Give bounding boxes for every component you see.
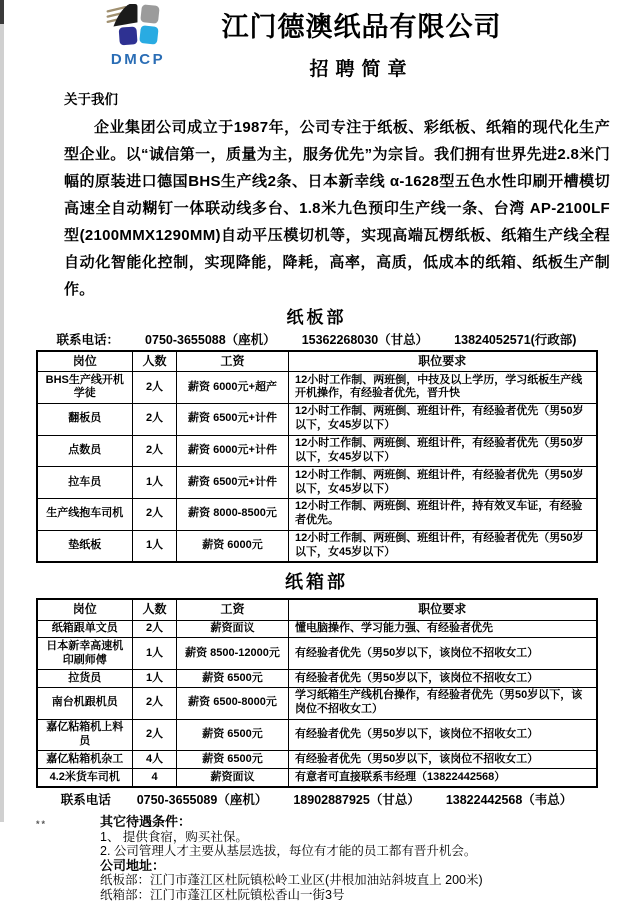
table-row [37, 435, 597, 467]
table-row [37, 751, 597, 769]
company-logo [96, 3, 180, 68]
position-cell: 日本新幸高速机印刷师傅 [37, 638, 133, 670]
headcount-cell: 1人 [133, 530, 177, 562]
position-cell: 拉车员 [37, 467, 133, 499]
headcount-cell: 2人 [133, 620, 177, 638]
page-edge-strip [0, 0, 4, 822]
carton-section-heading: 纸箱部 [285, 572, 348, 593]
headcount-cell: 4 [133, 769, 177, 787]
dmcp-logo-icon [103, 3, 173, 49]
contact-phone: 15362268030（甘总） [301, 333, 429, 347]
position-cell: 4.2米货车司机 [37, 769, 133, 787]
table-row [37, 638, 597, 670]
headcount-cell: 1人 [133, 638, 177, 670]
column-header: 职位要求 [289, 351, 597, 372]
table-row [37, 769, 597, 787]
requirements-cell: 学习纸箱生产线机台操作，有经验者优先（男50岁以下，该岗位不招收女工） [289, 687, 597, 719]
contact-phone: 0750-3655088（座机） [145, 333, 276, 347]
headcount-cell: 1人 [133, 670, 177, 688]
table-row [37, 687, 597, 719]
headcount-cell: 2人 [133, 719, 177, 751]
salary-cell: 薪资 6500元+计件 [177, 403, 289, 435]
logo-wordmark: DMCP [110, 51, 166, 68]
table-row [37, 403, 597, 435]
table-row [37, 498, 597, 530]
requirements-cell: 有经验者优先（男50岁以下，该岗位不招收女工） [289, 751, 597, 769]
column-header: 工资 [177, 599, 289, 620]
address-heading: 公司地址： [100, 857, 166, 873]
salary-cell: 薪资 6500元 [177, 670, 289, 688]
headcount-cell: 2人 [133, 372, 177, 404]
address-line: 纸箱部：江门市蓬江区杜阮镇松香山一街3号 [100, 887, 345, 902]
address-line: 纸板部：江门市蓬江区杜阮镇松岭工业区(井根加油站斜坡直上 200米) [100, 873, 483, 888]
headcount-cell: 4人 [133, 751, 177, 769]
benefits-heading: 其它待遇条件： [100, 814, 192, 830]
contact-phone: 13824052571(行政部) [454, 333, 577, 347]
position-cell: 生产线抱车司机 [37, 498, 133, 530]
column-header: 岗位 [37, 351, 133, 372]
contact-label: 联系电话： [56, 333, 120, 347]
column-header: 职位要求 [289, 599, 597, 620]
contact-phone: 18902887925（甘总） [293, 793, 420, 808]
position-cell: 嘉亿粘箱机上料员 [37, 719, 133, 751]
position-cell: 点数员 [37, 435, 133, 467]
table-row [37, 530, 597, 562]
position-cell: 拉货员 [37, 670, 133, 688]
title-block [180, 3, 633, 81]
carton-contact-line [0, 790, 633, 808]
position-cell: 纸箱跟单文员 [37, 620, 133, 638]
contact-label: 联系电话 [60, 793, 111, 808]
footer [100, 815, 633, 902]
board-contact-line [0, 330, 633, 348]
salary-cell: 薪资 6500元 [177, 751, 289, 769]
column-header: 人数 [133, 599, 177, 620]
table-row [37, 670, 597, 688]
salary-cell: 薪资 6500元+计件 [177, 467, 289, 499]
position-cell: 嘉亿粘箱机杂工 [37, 751, 133, 769]
requirements-cell: 有意者可直接联系韦经理（13822442568） [289, 769, 597, 787]
requirements-cell: 12小时工作制、两班倒、班组计件，有经验者优先（男50岁以下，女45岁以下） [289, 403, 597, 435]
column-header: 岗位 [37, 599, 133, 620]
salary-cell: 薪资 8000-8500元 [177, 498, 289, 530]
requirements-cell: 12小时工作制、两班倒、班组计件，有经验者优先（男50岁以下，女45岁以下） [289, 467, 597, 499]
benefit-item: 1、 提供食宿，购买社保。 [100, 829, 248, 844]
page-edge-notch [0, 0, 4, 24]
board-section-heading: 纸板部 [286, 308, 347, 327]
board-jobs-table [36, 350, 598, 563]
salary-cell: 薪资 6500-8000元 [177, 687, 289, 719]
table-header-row [37, 351, 597, 372]
carton-jobs-table [36, 598, 598, 788]
requirements-cell: 有经验者优先（男50岁以下，该岗位不招收女工） [289, 670, 597, 688]
headcount-cell: 2人 [133, 435, 177, 467]
position-cell: 垫纸板 [37, 530, 133, 562]
requirements-cell: 12小时工作制、两班倒、班组计件，持有效叉车证，有经验者优先。 [289, 498, 597, 530]
header [0, 0, 633, 81]
company-name: 江门德澳纸品有限公司 [221, 12, 502, 42]
salary-cell: 薪资 6000元+超产 [177, 372, 289, 404]
requirements-cell: 12小时工作制、两班倒、班组计件，有经验者优先（男50岁以下，女45岁以下） [289, 435, 597, 467]
requirements-cell: 有经验者优先（男50岁以下，该岗位不招收女工） [289, 719, 597, 751]
position-cell: 翻板员 [37, 403, 133, 435]
document-title: 招聘简章 [309, 59, 414, 80]
table-row [37, 467, 597, 499]
salary-cell: 薪资 8500-12000元 [177, 638, 289, 670]
salary-cell: 薪资面议 [177, 620, 289, 638]
requirements-cell: 有经验者优先（男50岁以下，该岗位不招收女工） [289, 638, 597, 670]
headcount-cell: 2人 [133, 403, 177, 435]
headcount-cell: 1人 [133, 467, 177, 499]
position-cell: 南台机跟机员 [37, 687, 133, 719]
salary-cell: 薪资面议 [177, 769, 289, 787]
salary-cell: 薪资 6000元 [177, 530, 289, 562]
about-paragraph: 企业集团公司成立于1987年，公司专注于纸板、彩纸板、纸箱的现代化生产型企业。以“诚信第一，质量为主，服务优先”为宗旨。我们拥有世界先进2.8米门幅的原装进口德国BHS生产线2条、日本新幸线 α-1628型五色水性印刷开槽模切高速全自动糊钉一体联动线多台、1.8米九色预印生产线一条、台湾 AP-2100LF 型(2100MMX1290MM)自动平压模切机等，实现高端瓦楞纸板、纸箱生产线全程自动化智能化控制，实现降能，降耗，高率，高质，低成本的纸箱、纸板生产制作。 [64, 119, 610, 298]
benefit-item: 2. 公司管理人才主要从基层选拔，每位有才能的员工都有晋升机会。 [100, 844, 477, 859]
contact-phone: 13822442568（韦总） [445, 793, 573, 808]
requirements-cell: 12小时工作制、两班倒、班组计件，有经验者优先（男50岁以下，女45岁以下） [289, 530, 597, 562]
contact-phone: 0750-3655089（座机） [136, 793, 268, 808]
table-row [37, 719, 597, 751]
column-header: 工资 [177, 351, 289, 372]
about-heading: 关于我们 [64, 92, 118, 107]
salary-cell: 薪资 6000元+计件 [177, 435, 289, 467]
requirements-cell: 懂电脑操作、学习能力强、有经验者优先 [289, 620, 597, 638]
headcount-cell: 2人 [133, 687, 177, 719]
table-row [37, 372, 597, 404]
salary-cell: 薪资 6500元 [177, 719, 289, 751]
footnote-marks: ** [36, 819, 48, 829]
headcount-cell: 2人 [133, 498, 177, 530]
table-header-row [37, 599, 597, 620]
position-cell: BHS生产线开机学徒 [37, 372, 133, 404]
table-row [37, 620, 597, 638]
column-header: 人数 [133, 351, 177, 372]
requirements-cell: 12小时工作制、两班倒，中技及以上学历，学习纸板生产线开机操作，有经验者优先，晋升快 [289, 372, 597, 404]
